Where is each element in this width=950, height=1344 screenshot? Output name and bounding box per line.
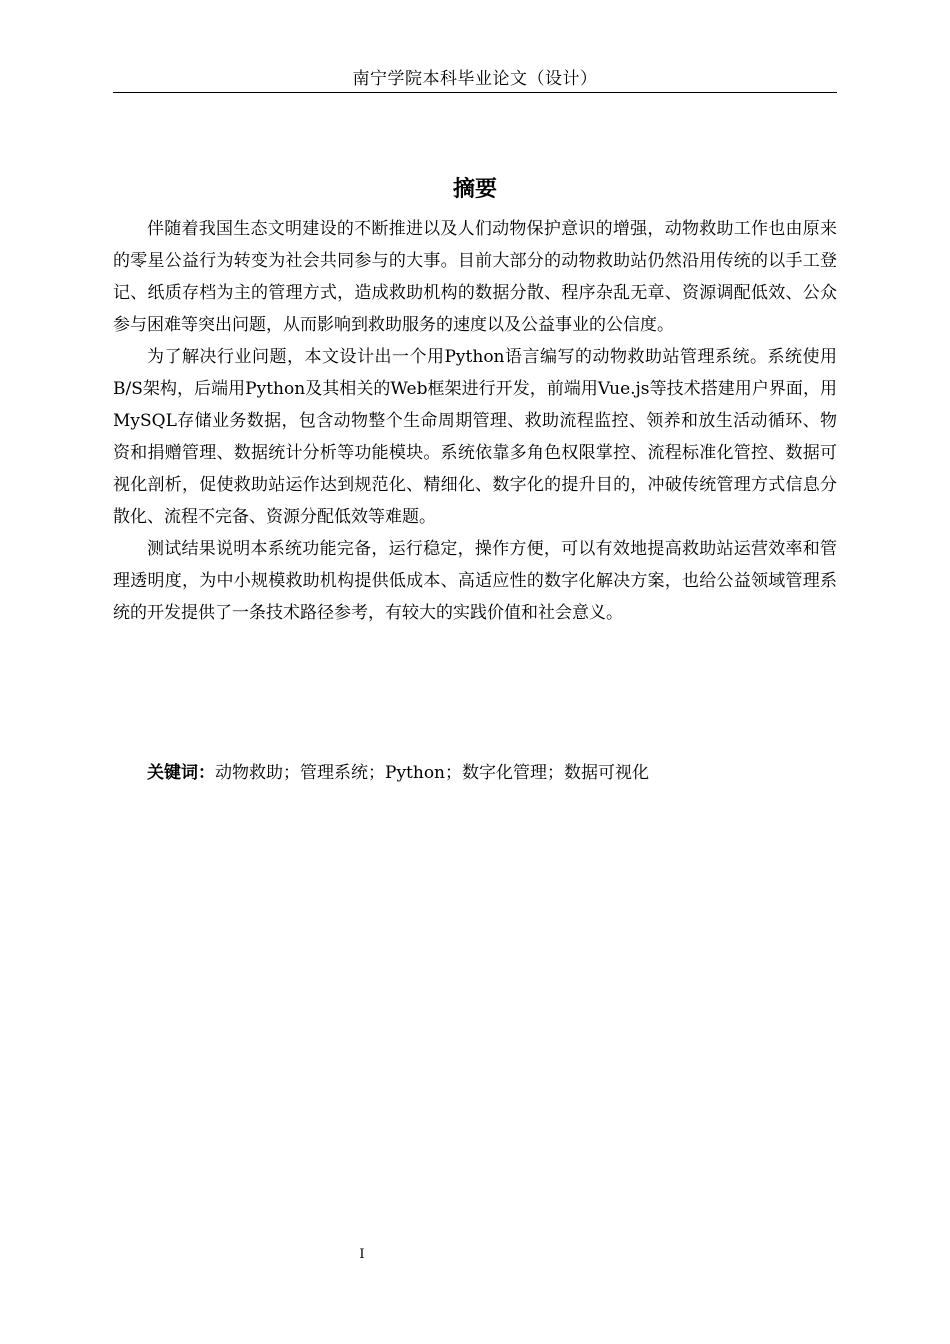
page-header: 南宁学院本科毕业论文（设计） [352, 69, 598, 89]
header-rule [113, 92, 837, 93]
abstract-title: 摘要 [452, 177, 497, 202]
abstract-paragraph-1: 伴随着我国生态文明建设的不断推进以及人们动物保护意识的增强，动物救助工作也由原来的零星公益行为转变为社会共同参与的大事。目前大部分的动物救助站仍然沿用传统的以手工登记、纸质存档为主的管理方式，造成救助机构的数据分散、程序杂乱无章、资源调配低效、公众参与困难等突出问题，从而影响到救助服务的速度以及公益事业的公信度。 [113, 219, 837, 335]
abstract-body [113, 213, 837, 629]
keywords-label: 关键词： [147, 763, 215, 783]
abstract-paragraph-3: 测试结果说明本系统功能完备，运行稳定，操作方便，可以有效地提高救助站运营效率和管理透明度，为中小规模救助机构提供低成本、高适应性的数字化解决方案，也给公益领域管理系统的开发提供了一条技术路径参考，有较大的实践价值和社会意义。 [113, 539, 837, 623]
abstract-paragraph-2: 为了解决行业问题，本文设计出一个用Python语言编写的动物救助站管理系统。系统使用B/S架构，后端用Python及其相关的Web框架进行开发，前端用Vue.js等技术搭建用户界面，用MySQL存储业务数据，包含动物整个生命周期管理、救助流程监控、领养和放生活动循环、物资和捐赠管理、数据统计分析等功能模块。系统依靠多角色权限掌控、流程标准化管控、数据可视化剖析，促使救助站运作达到规范化、精细化、数字化的提升目的，冲破传统管理方式信息分散化、流程不完备、资源分配低效等难题。 [113, 347, 837, 527]
keywords [147, 757, 837, 789]
keywords-text: 动物救助；管理系统；Python；数字化管理；数据可视化 [215, 763, 650, 783]
page-number: I [359, 1247, 365, 1262]
